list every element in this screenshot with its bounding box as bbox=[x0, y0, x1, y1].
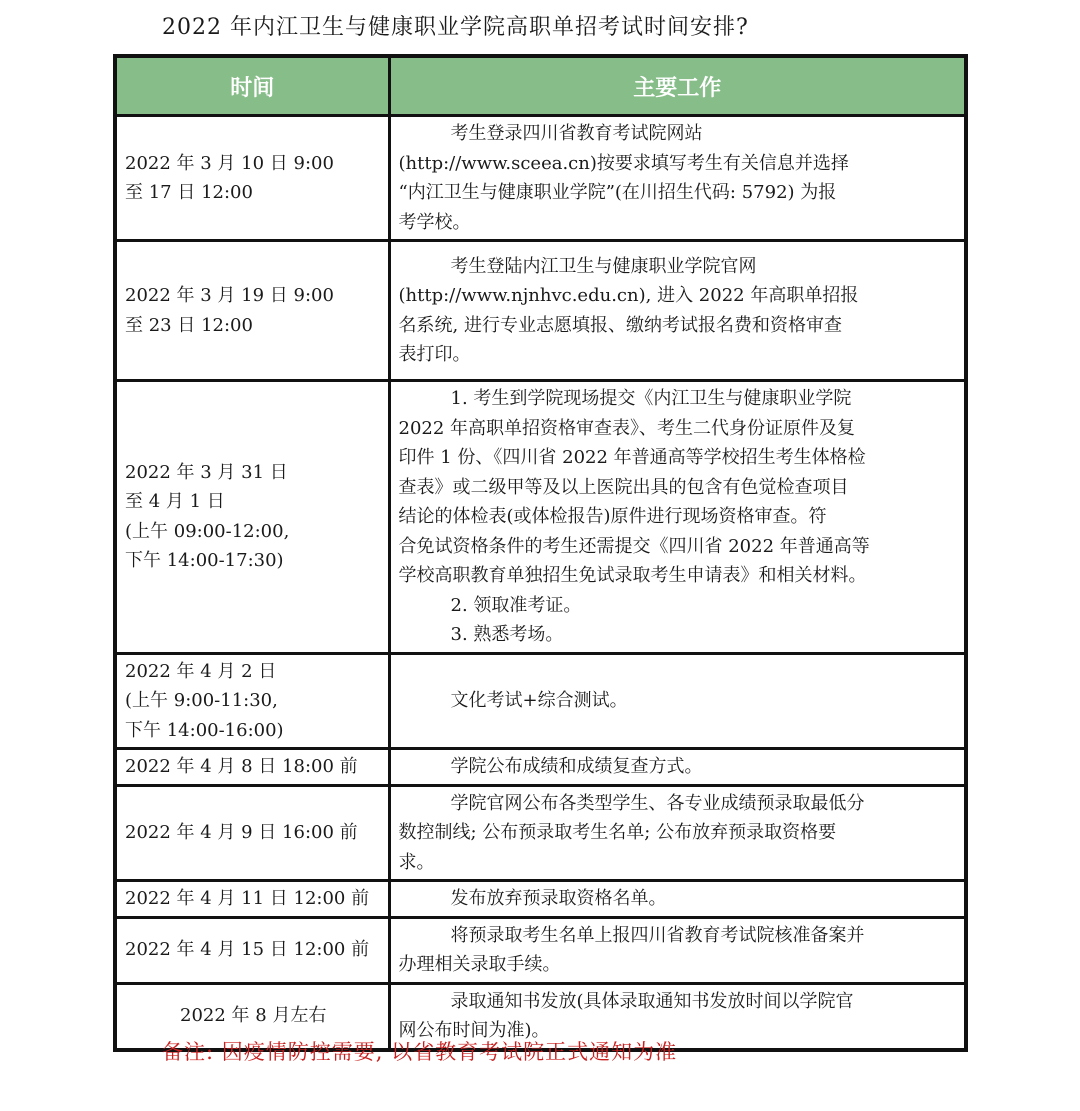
time-cell bbox=[115, 749, 389, 786]
work-line: 办理相关录取手续。 bbox=[398, 954, 561, 975]
time-line: 下午 14:00-17:30) bbox=[125, 550, 284, 572]
time-line: 2022 年 4 月 2 日 bbox=[125, 660, 277, 682]
work-line: (http://www.njnhvc.edu.cn), 进入 2022 年高职单招报 bbox=[398, 285, 859, 306]
work-line: 网公布时间为准)。 bbox=[398, 1020, 550, 1041]
time-cell bbox=[115, 785, 389, 881]
work-line: “内江卫生与健康职业学院”(在川招生代码: 5792) 为报 bbox=[398, 182, 837, 203]
work-line: 结论的体检表(或体检报告)原件进行现场资格审查。符 bbox=[398, 506, 827, 527]
work-line: 合免试资格条件的考生还需提交《四川省 2022 年普通高等 bbox=[398, 535, 870, 557]
work-line: 2022 年高职单招资格审查表》、考生二代身份证原件及复 bbox=[398, 417, 856, 439]
time-line: 2022 年 4 月 15 日 12:00 前 bbox=[125, 939, 370, 961]
work-line: 表打印。 bbox=[398, 344, 471, 365]
work-cell bbox=[389, 881, 966, 918]
table-row bbox=[115, 749, 966, 786]
work-cell bbox=[389, 653, 966, 749]
work-line: 录取通知书发放(具体录取通知书发放时间以学院官 bbox=[450, 990, 854, 1012]
work-line: 数控制线; 公布预录取考生名单; 公布放弃预录取资格要 bbox=[398, 822, 837, 843]
time-line: 至 17 日 12:00 bbox=[125, 182, 253, 203]
work-line: 考学校。 bbox=[398, 211, 471, 233]
work-line: 名系统, 进行专业志愿填报、缴纳考试报名费和资格审查 bbox=[398, 314, 842, 336]
time-line: 2022 年 4 月 8 日 18:00 前 bbox=[125, 756, 358, 777]
table-row bbox=[115, 785, 966, 881]
work-line: 2. 领取准考证。 bbox=[450, 594, 582, 616]
time-cell bbox=[115, 241, 389, 381]
work-line: 学校高职教育单独招生免试录取考生申请表》和相关材料。 bbox=[398, 565, 867, 586]
table-row bbox=[115, 116, 966, 241]
time-cell bbox=[115, 116, 389, 241]
work-line: 印件 1 份、《四川省 2022 年普通高等学校招生考生体格检 bbox=[398, 447, 866, 468]
time-line: 下午 14:00-16:00) bbox=[125, 719, 284, 741]
header-work: 主要工作 bbox=[389, 56, 966, 116]
time-cell bbox=[115, 881, 389, 918]
work-cell bbox=[389, 917, 966, 983]
time-line: 至 4 月 1 日 bbox=[125, 491, 225, 513]
table-row bbox=[115, 917, 966, 983]
time-line: 2022 年 3 月 10 日 9:00 bbox=[125, 152, 334, 174]
time-line: (上午 9:00-11:30, bbox=[125, 690, 278, 711]
time-cell bbox=[115, 653, 389, 749]
time-line: 2022 年 3 月 19 日 9:00 bbox=[125, 285, 334, 306]
header-time: 时间 bbox=[115, 56, 389, 116]
time-line: 2022 年 3 月 31 日 bbox=[125, 461, 288, 483]
page-title: 2022 年内江卫生与健康职业学院高职单招考试时间安排? bbox=[162, 15, 749, 40]
schedule-table bbox=[113, 54, 968, 1052]
work-line: 考生登陆内江卫生与健康职业学院官网 bbox=[450, 255, 757, 277]
time-line: 至 23 日 12:00 bbox=[125, 314, 253, 336]
work-line: 学院公布成绩和成绩复查方式。 bbox=[450, 756, 703, 777]
time-cell bbox=[115, 381, 389, 654]
table-header-row bbox=[115, 56, 966, 116]
work-line: 将预录取考生名单上报四川省教育考试院核准备案并 bbox=[450, 924, 865, 946]
time-line: (上午 09:00-12:00, bbox=[125, 520, 290, 542]
work-line: 文化考试+综合测试。 bbox=[450, 690, 628, 711]
work-cell bbox=[389, 116, 966, 241]
work-cell bbox=[389, 785, 966, 881]
work-cell bbox=[389, 241, 966, 381]
work-line: 3. 熟悉考场。 bbox=[450, 624, 564, 645]
time-line: 2022 年 4 月 11 日 12:00 前 bbox=[125, 888, 370, 909]
time-cell bbox=[115, 917, 389, 983]
work-line: (http://www.sceea.cn)按要求填写考生有关信息并选择 bbox=[398, 152, 849, 174]
work-line: 查表》或二级甲等及以上医院出具的包含有色觉检查项目 bbox=[398, 476, 849, 498]
work-line: 1. 考生到学院现场提交《内江卫生与健康职业学院 bbox=[450, 388, 852, 409]
table-row bbox=[115, 381, 966, 654]
table-row bbox=[115, 881, 966, 918]
time-line: 2022 年 8 月左右 bbox=[180, 1005, 327, 1027]
work-line: 求。 bbox=[398, 851, 435, 873]
work-line: 学院官网公布各类型学生、各专业成绩预录取最低分 bbox=[450, 792, 865, 814]
work-line: 发布放弃预录取资格名单。 bbox=[450, 888, 667, 909]
work-cell bbox=[389, 749, 966, 786]
time-line: 2022 年 4 月 9 日 16:00 前 bbox=[125, 822, 358, 843]
table-row bbox=[115, 653, 966, 749]
work-cell bbox=[389, 381, 966, 654]
work-line: 考生登录四川省教育考试院网站 bbox=[450, 123, 703, 144]
footnote: 备注: 因疫情防控需要, 以省教育考试院正式通知为准 bbox=[162, 1040, 678, 1064]
table-row bbox=[115, 241, 966, 381]
